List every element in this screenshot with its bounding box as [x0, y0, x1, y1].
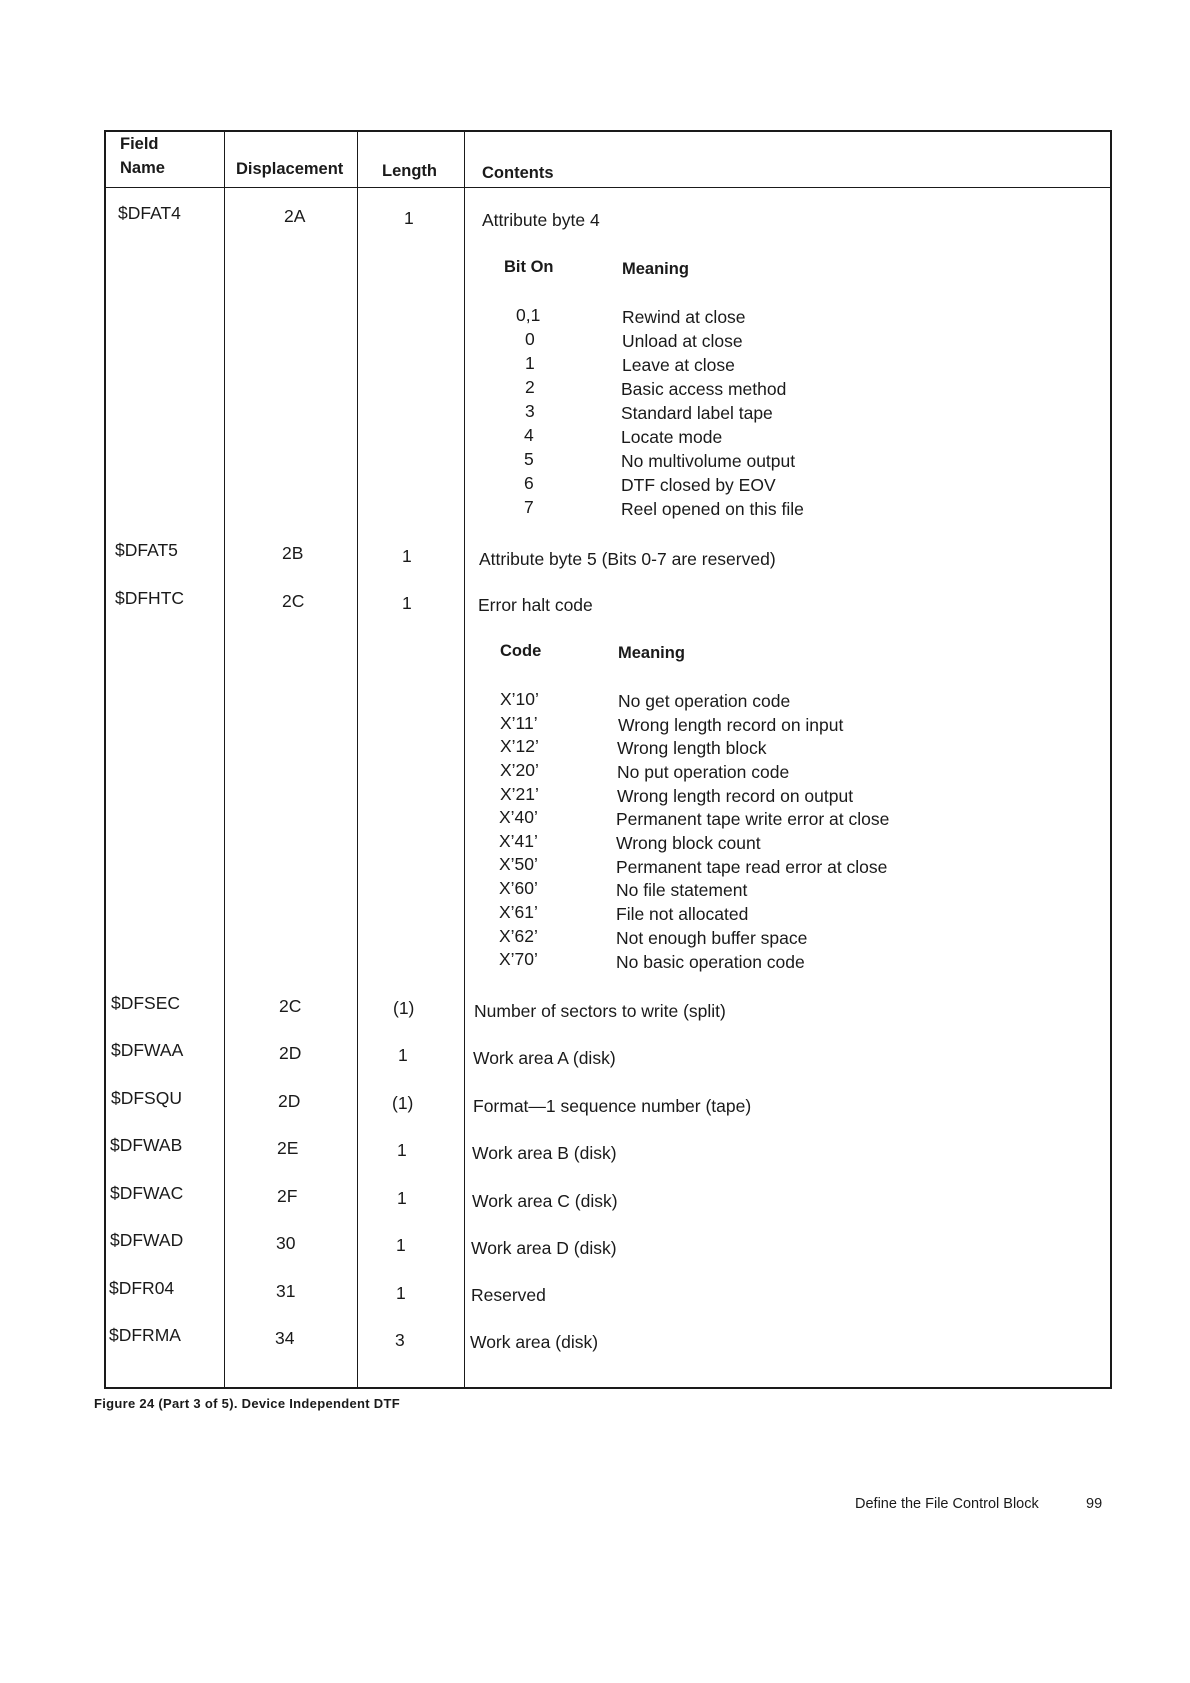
halt-code: X’40’ — [499, 807, 538, 827]
bit-number: 0 — [525, 329, 535, 349]
row-contents: Attribute byte 5 (Bits 0-7 are reserved) — [479, 549, 776, 569]
running-footer-title: Define the File Control Block — [855, 1496, 1039, 1512]
bit-meaning: Locate mode — [621, 427, 723, 447]
row-displacement: 2F — [277, 1186, 298, 1206]
row-field-name: $DFR04 — [109, 1278, 175, 1298]
row-field-name: $DFRMA — [109, 1325, 181, 1345]
row-displacement: 2C — [282, 591, 305, 611]
header-length: Length — [382, 162, 437, 180]
column-divider — [464, 132, 465, 1387]
row-contents: Number of sectors to write (split) — [474, 1001, 726, 1021]
halt-code-meaning: Permanent tape write error at close — [616, 809, 890, 829]
row-length: 1 — [396, 1235, 406, 1255]
row-field-name: $DFWAA — [111, 1040, 184, 1060]
page-number: 99 — [1086, 1496, 1103, 1512]
halt-code: X’10’ — [500, 689, 539, 709]
row-displacement: 34 — [275, 1328, 295, 1348]
halt-code-meaning: Wrong length block — [617, 738, 767, 758]
bit-number: 6 — [524, 473, 534, 493]
halt-code-meaning: Wrong length record on output — [617, 786, 854, 806]
bit-meaning: Rewind at close — [622, 307, 746, 327]
row-contents: Format—1 sequence number (tape) — [473, 1096, 752, 1116]
row-displacement: 31 — [276, 1281, 296, 1301]
halt-code-meaning: Permanent tape read error at close — [616, 857, 888, 877]
row-contents: Work area (disk) — [470, 1332, 599, 1352]
halt-code-meaning: No file statement — [616, 880, 748, 900]
row-displacement: 2D — [278, 1091, 301, 1111]
header-contents: Contents — [482, 164, 554, 182]
bit-number: 3 — [525, 401, 535, 421]
code-meaning-heading: Meaning — [618, 644, 685, 662]
row-contents: Work area D (disk) — [471, 1238, 617, 1258]
row-displacement: 30 — [276, 1233, 296, 1253]
row-length: (1) — [392, 1093, 414, 1113]
row-contents: Error halt code — [478, 595, 593, 615]
header-field-name-line1: Field — [120, 135, 159, 153]
row-length: 3 — [395, 1330, 405, 1350]
bit-meaning-heading: Meaning — [622, 260, 689, 278]
bit-number: 2 — [525, 377, 535, 397]
row-field-name: $DFAT5 — [115, 540, 178, 560]
row-field-name: $DFWAD — [110, 1230, 184, 1250]
figure-caption: Figure 24 (Part 3 of 5). Device Independent DTF — [94, 1396, 400, 1411]
row-length: 1 — [402, 546, 412, 566]
halt-code-meaning: No basic operation code — [616, 952, 805, 972]
row-displacement: 2B — [282, 543, 304, 563]
row-contents: Work area B (disk) — [472, 1143, 617, 1163]
bit-number: 0,1 — [516, 305, 541, 325]
halt-code: X’21’ — [500, 784, 539, 804]
row-contents: Reserved — [471, 1285, 546, 1305]
halt-code: X’62’ — [499, 926, 538, 946]
bit-number: 1 — [525, 353, 535, 373]
row-length: (1) — [393, 998, 415, 1018]
row-length: 1 — [398, 1045, 408, 1065]
halt-code: X’12’ — [500, 736, 539, 756]
bit-meaning: Basic access method — [621, 379, 787, 399]
row-length: 1 — [397, 1140, 407, 1160]
row-length: 1 — [402, 593, 412, 613]
row-displacement: 2A — [284, 206, 306, 226]
halt-code-meaning: File not allocated — [616, 904, 749, 924]
halt-code: X’41’ — [499, 831, 538, 851]
dtf-field-table — [104, 130, 1112, 1389]
halt-code-meaning: Wrong block count — [616, 833, 761, 853]
code-heading: Code — [500, 642, 542, 660]
bit-number: 5 — [524, 449, 534, 469]
halt-code: X’20’ — [500, 760, 539, 780]
halt-code-meaning: Wrong length record on input — [618, 715, 844, 735]
bit-meaning: Leave at close — [622, 355, 735, 375]
header-divider — [106, 187, 1110, 188]
row-contents: Work area C (disk) — [472, 1191, 618, 1211]
halt-code: X’70’ — [499, 949, 538, 969]
row-displacement: 2C — [279, 996, 302, 1016]
row-field-name: $DFHTC — [115, 588, 185, 608]
row-field-name: $DFAT4 — [118, 203, 181, 223]
header-field-name-line2: Name — [120, 159, 165, 177]
row-contents: Attribute byte 4 — [482, 210, 600, 230]
halt-code: X’11’ — [500, 713, 538, 733]
header-displacement: Displacement — [236, 160, 344, 178]
bit-meaning: DTF closed by EOV — [621, 475, 776, 495]
bit-number: 7 — [524, 497, 534, 517]
row-length: 1 — [397, 1188, 407, 1208]
bit-number: 4 — [524, 425, 534, 445]
halt-code: X’61’ — [499, 902, 538, 922]
column-divider — [357, 132, 358, 1387]
bit-meaning: No multivolume output — [621, 451, 796, 471]
row-displacement: 2D — [279, 1043, 302, 1063]
halt-code-meaning: No get operation code — [618, 691, 791, 711]
bit-meaning: Standard label tape — [621, 403, 773, 423]
row-field-name: $DFWAC — [110, 1183, 184, 1203]
row-contents: Work area A (disk) — [473, 1048, 616, 1068]
column-divider — [224, 132, 225, 1387]
halt-code-meaning: No put operation code — [617, 762, 790, 782]
row-field-name: $DFSQU — [111, 1088, 182, 1108]
bit-on-heading: Bit On — [504, 258, 554, 276]
halt-code: X’60’ — [499, 878, 538, 898]
row-length: 1 — [396, 1283, 406, 1303]
halt-code: X’50’ — [499, 854, 538, 874]
row-length: 1 — [404, 208, 414, 228]
row-field-name: $DFWAB — [110, 1135, 183, 1155]
bit-meaning: Unload at close — [622, 331, 743, 351]
row-displacement: 2E — [277, 1138, 299, 1158]
bit-meaning: Reel opened on this file — [621, 499, 804, 519]
halt-code-meaning: Not enough buffer space — [616, 928, 808, 948]
row-field-name: $DFSEC — [111, 993, 181, 1013]
